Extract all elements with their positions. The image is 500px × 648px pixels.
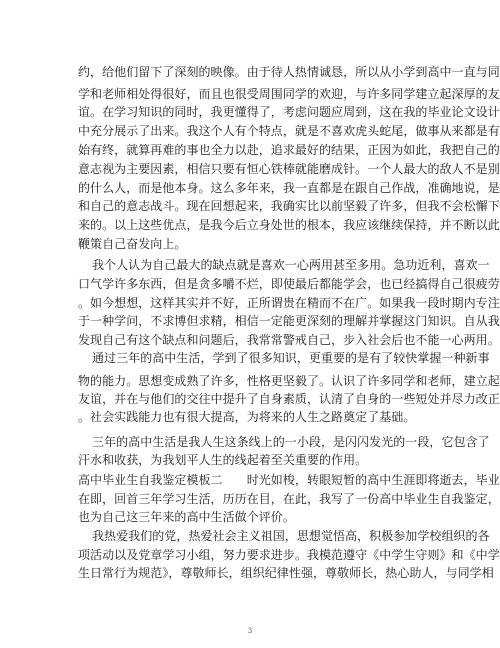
text-line: 发现自己有这个缺点和问题后，我常常警戒自己，步入社会后也不能一心两用。 (78, 333, 500, 347)
text-line: 鞭策自己奋发向上。 (78, 237, 187, 251)
text-line: 约，给他们留下了深刻的映像。由于待人热情诚恳，所以从小学到高中一直与同 (78, 65, 500, 79)
text-line: 我个人认为自己最大的缺点就是喜欢一心两用甚至多用。急功近利，喜欢一 (92, 258, 490, 272)
text-line: 意志视为主要因素，相信只要有恒心铁棒就能磨成针。一个人最大的敌人不是别 (78, 162, 500, 176)
text-line: 口气学许多东西，但是贪多嚼不烂，即使最后都能学会，也已经搞得自己很疲劳 (78, 277, 500, 291)
text-line: 学和老师相处得很好，而且也很受周围同学的欢迎，与许多同学建立起深厚的友 (78, 87, 500, 101)
text-line: 。社会实践能力也有很大提高，为将来的人生之路奠定了基础。 (78, 410, 416, 424)
text-line: 也为自己这三年来的高中生活做个评价。 (78, 510, 295, 524)
text-line: 中充分展示了出来。我这个人有个特点，就是不喜欢虎头蛇尾，做事从来都是有 (78, 124, 500, 138)
text-line: 来的。以上这些优点，是我今后立身处世的根本，我应该继续保持，并不断以此 (78, 218, 500, 232)
section-heading-line: 高中毕业生自我鉴定模板二 时光如梭，转眼短暂的高中生涯即将逝去，毕业 (78, 473, 500, 487)
text-line: 始有终，就算再难的事也全力以赴，追求最好的结果，正因为如此，我把自己的 (78, 143, 500, 157)
text-line: 三年的高中生活是我人生这条线上的一小段，是闪闪发光的一段，它包含了 (92, 435, 490, 449)
text-line: 的什么人，而是他本身。这么多年来，我一直都是在跟自己作战，准确地说，是 (78, 181, 500, 195)
text-line: 于一种学问，不求博但求精，相信一定能更深刻的理解并掌握这门知识。自从我 (78, 314, 500, 328)
text-line: 。如今想想，这样其实并不好，正所谓贵在精而不在广。如果我一段时期内专注 (78, 296, 500, 310)
text-line: 谊。在学习知识的同时，我更懂得了，考虑问题应周到，这在我的毕业论文设计 (78, 105, 500, 119)
text-line: 物的能力。思想变成熟了许多，性格更坚毅了。认识了许多同学和老师，建立起 (78, 374, 500, 388)
text-line: 项活动以及党章学习小组，努力要求进步。我模范遵守《中学生守则》和《中学 (78, 548, 500, 562)
text-line: 生日常行为规范》，尊敬师长，组织纪律性强，尊敬师长，热心助人，与同学相 (78, 566, 494, 580)
text-line: 我热爱我们的党，热爱社会主义祖国，思想觉悟高，积极参加学校组织的各 (92, 529, 490, 543)
text-line: 友谊，并在与他们的交往中提升了自身素质，认清了自身的一些短处并尽力改正 (78, 392, 500, 406)
text-line: 和自己的意志战斗。现在回想起来，我确实比以前坚毅了许多，但我不会松懈下 (78, 199, 500, 213)
text-line: 在即，回首三年学习生活，历历在目，在此，我写了一份高中毕业生自我鉴定， (78, 492, 500, 506)
text-line: 通过三年的高中生活，学到了很多知识，更重要的是有了较快掌握一种新事 (92, 351, 490, 365)
text-line: 汗水和收获，为我划平人生的线起着至关重要的作用。 (78, 453, 368, 467)
page-number: 3 (247, 627, 253, 635)
